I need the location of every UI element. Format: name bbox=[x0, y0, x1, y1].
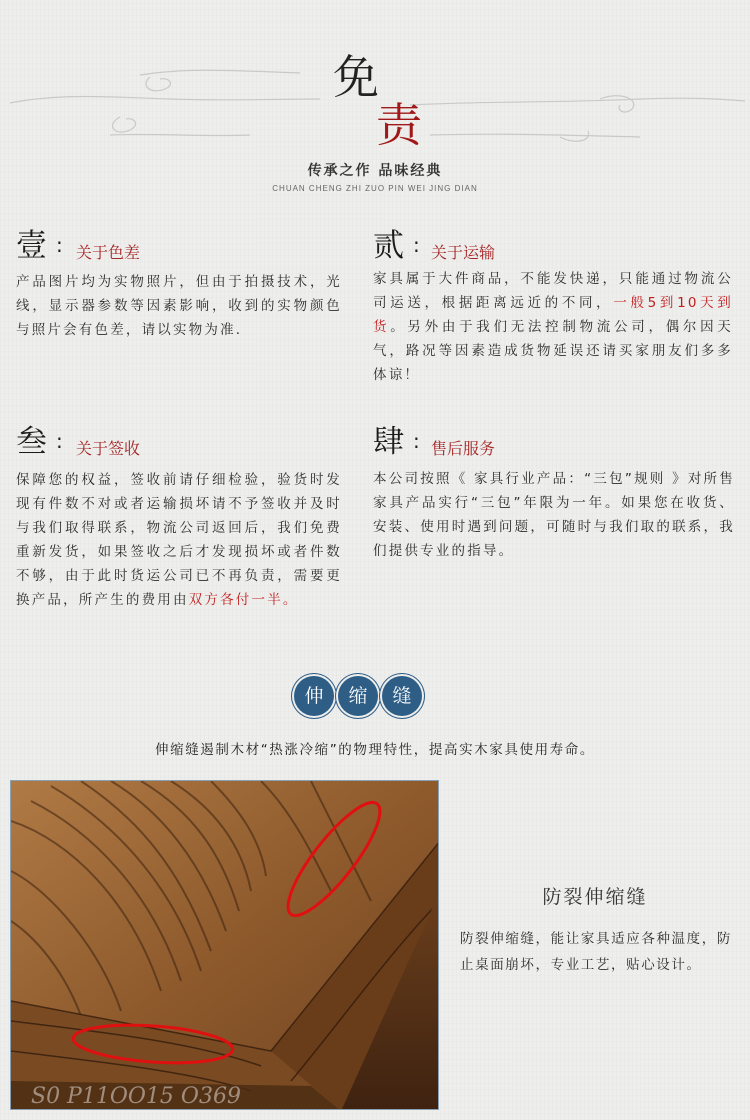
section-3-colon: : bbox=[56, 429, 63, 453]
section-1-number: 壹 bbox=[16, 228, 47, 264]
section-3-body-text: 保障您的权益，签收前请仔细检验，验货时发现有件数不对或者运输损坏请不予签收并及时与我们取得联系，物流公司返回后，我们免费重新发货，如果签收之后才发现损坏或者件数不够，由于此时货运公司已不再负责，需要更换产品，所产生的费用由 bbox=[16, 472, 342, 608]
section-1-body: 产品图片均为实物照片，但由于拍摄技术，光线，显示器参数等因素影响，收到的实物颜色与照片会有色差，请以实物为准. bbox=[16, 274, 342, 338]
section-4-number: 肆 bbox=[373, 424, 404, 460]
section-4-colon: : bbox=[413, 429, 420, 453]
feature-body: 防裂伸缩缝，能让家具适应各种温度，防止桌面崩坏，专业工艺，贴心设计。 bbox=[460, 931, 732, 973]
section-2-body-text-2: 。另外由于我们无法控制物流公司，偶尔因天气，路况等因素造成货物延误还请买家朋友们多多体谅！ bbox=[373, 319, 734, 383]
section-2-body bbox=[373, 267, 733, 387]
header-title-char-2: 责 bbox=[376, 98, 422, 152]
header-subtitle-cn: 传承之作 品味经典 bbox=[307, 163, 443, 179]
section-2-body-highlight: 一般5到10天到货 bbox=[373, 295, 733, 335]
section-4-title: 售后服务 bbox=[431, 439, 496, 458]
section-3-title: 关于签收 bbox=[76, 439, 141, 458]
section-2-colon: : bbox=[413, 233, 420, 257]
feature-title: 防裂伸缩缝 bbox=[542, 886, 648, 908]
header-title-char-1: 免 bbox=[333, 50, 379, 104]
section-3-body bbox=[16, 468, 342, 612]
section-3-body-highlight: 双方各付一半。 bbox=[188, 592, 299, 608]
section-2-title: 关于运输 bbox=[431, 243, 496, 262]
section-2-body-text-1: 家具属于大件商品，不能发快递，只能通过物流公司运送，根据距离远近的不同， bbox=[373, 271, 733, 311]
badge-char-3: 缝 bbox=[382, 676, 422, 716]
expansion-joint-description: 伸缩缝遏制木材“热涨冷缩”的物理特性，提高实木家具使用寿命。 bbox=[155, 742, 595, 758]
section-1-colon: : bbox=[56, 233, 63, 257]
section-3-number: 叁 bbox=[16, 424, 47, 460]
badge-char-2: 缩 bbox=[338, 676, 378, 716]
photo-watermark: S0 P11OO15 O369 bbox=[31, 1084, 241, 1109]
section-2-number: 贰 bbox=[373, 228, 404, 264]
wood-grain-illustration bbox=[11, 781, 439, 1110]
section-1-title: 关于色差 bbox=[76, 243, 141, 262]
badge-char-1: 伸 bbox=[294, 676, 334, 716]
header-subtitle-en: CHUAN CHENG ZHI ZUO PIN WEI JING DIAN bbox=[272, 184, 478, 193]
section-4-body: 本公司按照《 家具行业产品：“三包”规则 》对所售家具产品实行“三包”年限为一年。如果您在收货、安装、使用时遇到问题，可随时与我们取的联系，我们提供专业的指导。 bbox=[373, 471, 735, 559]
wood-table-photo bbox=[10, 780, 439, 1110]
